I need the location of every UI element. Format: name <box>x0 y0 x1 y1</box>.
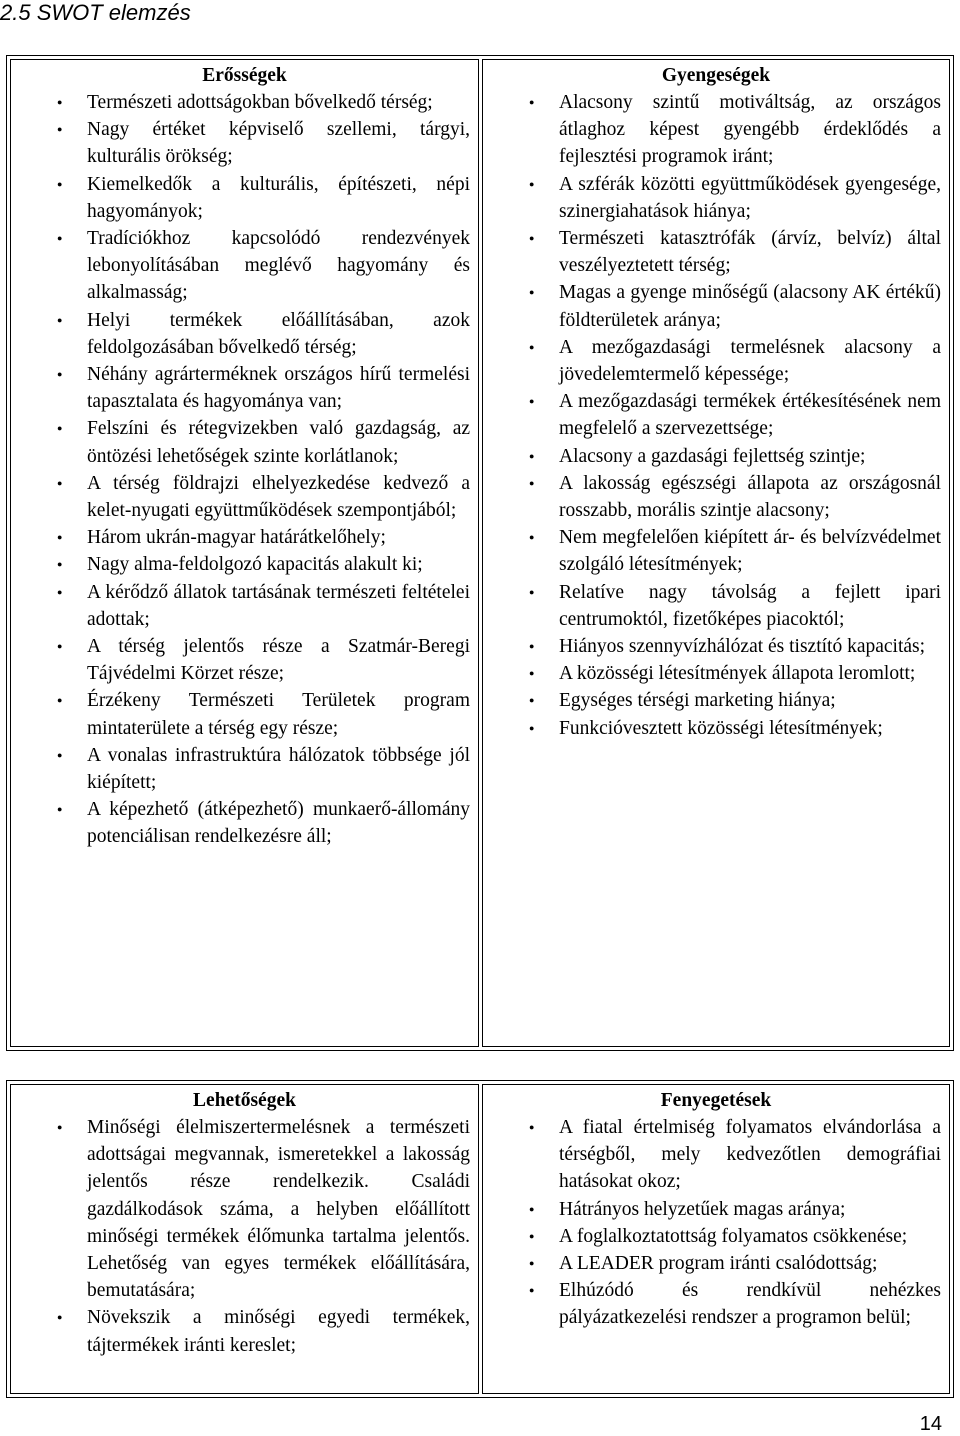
list-item: ● Nagy alma-feldolgozó kapacitás alakult ki; <box>11 551 470 578</box>
strengths-cell <box>10 59 479 1047</box>
swot-table-bottom <box>6 1080 954 1398</box>
list-item: ● Funkcióvesztett közösségi létesítmények; <box>483 715 941 742</box>
weaknesses-list <box>483 89 949 742</box>
list-item: ● A fiatal értelmiség folyamatos elvándorlása a térségből, mely kedvezőtlen demográfiai hatásokat okoz; <box>483 1114 941 1196</box>
list-item: ● Alacsony a gazdasági fejlettség szintje; <box>483 443 941 470</box>
section-heading: 2.5 SWOT elemzés <box>0 0 191 25</box>
threats-cell <box>482 1084 950 1394</box>
list-item: ● Egységes térségi marketing hiánya; <box>483 687 941 714</box>
list-item: ● A vonalas infrastruktúra hálózatok többsége jól kiépített; <box>11 742 470 796</box>
list-item: ● Helyi termékek előállításában, azok feldolgozásában bővelkedő térség; <box>11 307 470 361</box>
list-item: ● A lakosság egészségi állapota az országosnál rosszabb, morális szintje alacsony; <box>483 470 941 524</box>
list-item: ● Nem megfelelően kiépített ár- és belvízvédelmet szolgáló létesítmények; <box>483 524 941 578</box>
list-item: ● Érzékeny Természeti Területek program mintaterülete a térség egy része; <box>11 687 470 741</box>
list-item: ● Felszíni és rétegvizekben való gazdagság, az öntözési lehetőségek szinte korlátlanok; <box>11 415 470 469</box>
list-item: ● Természeti adottságokban bővelkedő térség; <box>11 89 470 116</box>
list-item: ● Hiányos szennyvízhálózat és tisztító kapacitás; <box>483 633 941 660</box>
strengths-title: Erősségek <box>202 65 287 86</box>
list-item: ● Alacsony szintű motiváltság, az országos átlaghoz képest gyengébb érdeklődés a fejlesztési programok iránt; <box>483 89 941 171</box>
list-item: ● Tradíciókhoz kapcsolódó rendezvények lebonyolításában meglévő hagyomány és alkalmasság; <box>11 225 470 307</box>
list-item: ● Kiemelkedők a kulturális, építészeti, népi hagyományok; <box>11 171 470 225</box>
list-item: ● A mezőgazdasági termelésnek alacsony a jövedelemtermelő képessége; <box>483 334 941 388</box>
opportunities-title: Lehetőségek <box>193 1090 296 1111</box>
threats-list <box>483 1114 949 1332</box>
list-item: ● A közösségi létesítmények állapota leromlott; <box>483 660 941 687</box>
list-item: ● Természeti katasztrófák (árvíz, belvíz) által veszélyeztetett térség; <box>483 225 941 279</box>
list-item: ● A kérődző állatok tartásának természeti feltételei adottak; <box>11 579 470 633</box>
list-item: ● A mezőgazdasági termékek értékesítésének nem megfelelő a szervezettsége; <box>483 388 941 442</box>
list-item: ● Három ukrán-magyar határátkelőhely; <box>11 524 470 551</box>
list-item: ● Elhúzódó és rendkívül nehézkes pályázatkezelési rendszer a programon belül; <box>483 1277 941 1331</box>
weaknesses-title: Gyengeségek <box>661 65 771 86</box>
opportunities-list <box>11 1114 478 1359</box>
list-item: ● Minőségi élelmiszertermelésnek a természeti adottságai megvannak, ismeretekkel a lakosság jelentős része rendelkezik. Családi gazdálkodások száma, a helyben előállított minőségi termékek élőmunka tartalma jelentős. Lehetőség van egyes termékek előállítására, bemutatására; <box>11 1114 470 1304</box>
strengths-list <box>11 89 478 851</box>
list-item: ● A térség jelentős része a Szatmár-Beregi Tájvédelmi Körzet része; <box>11 633 470 687</box>
page-number: 14 <box>919 1413 942 1435</box>
threats-title: Fenyegetések <box>660 1090 772 1111</box>
list-item: ● A képezhető (átképezhető) munkaerő-állomány potenciálisan rendelkezésre áll; <box>11 796 470 850</box>
list-item: ● Néhány agrárterméknek országos hírű termelési tapasztalata és hagyománya van; <box>11 361 470 415</box>
swot-table-top <box>6 55 954 1051</box>
list-item: ● Relatíve nagy távolság a fejlett ipari centrumoktól, fizetőképes piacoktól; <box>483 579 941 633</box>
list-item: ● Magas a gyenge minőségű (alacsony AK értékű) földterületek aránya; <box>483 279 941 333</box>
list-item: ● Hátrányos helyzetűek magas aránya; <box>483 1196 941 1223</box>
weaknesses-cell <box>482 59 950 1047</box>
list-item: ● A foglalkoztatottság folyamatos csökkenése; <box>483 1223 941 1250</box>
list-item: ● A szférák közötti együttműködések gyengesége, szinergiahatások hiánya; <box>483 171 941 225</box>
list-item: ● Növekszik a minőségi egyedi termékek, tájtermékek iránti kereslet; <box>11 1304 470 1358</box>
list-item: ● A térség földrajzi elhelyezkedése kedvező a kelet-nyugati együttműködések szempontjából; <box>11 470 470 524</box>
list-item: ● A LEADER program iránti csalódottság; <box>483 1250 941 1277</box>
opportunities-cell <box>10 1084 479 1394</box>
list-item: ● Nagy értéket képviselő szellemi, tárgyi, kulturális örökség; <box>11 116 470 170</box>
